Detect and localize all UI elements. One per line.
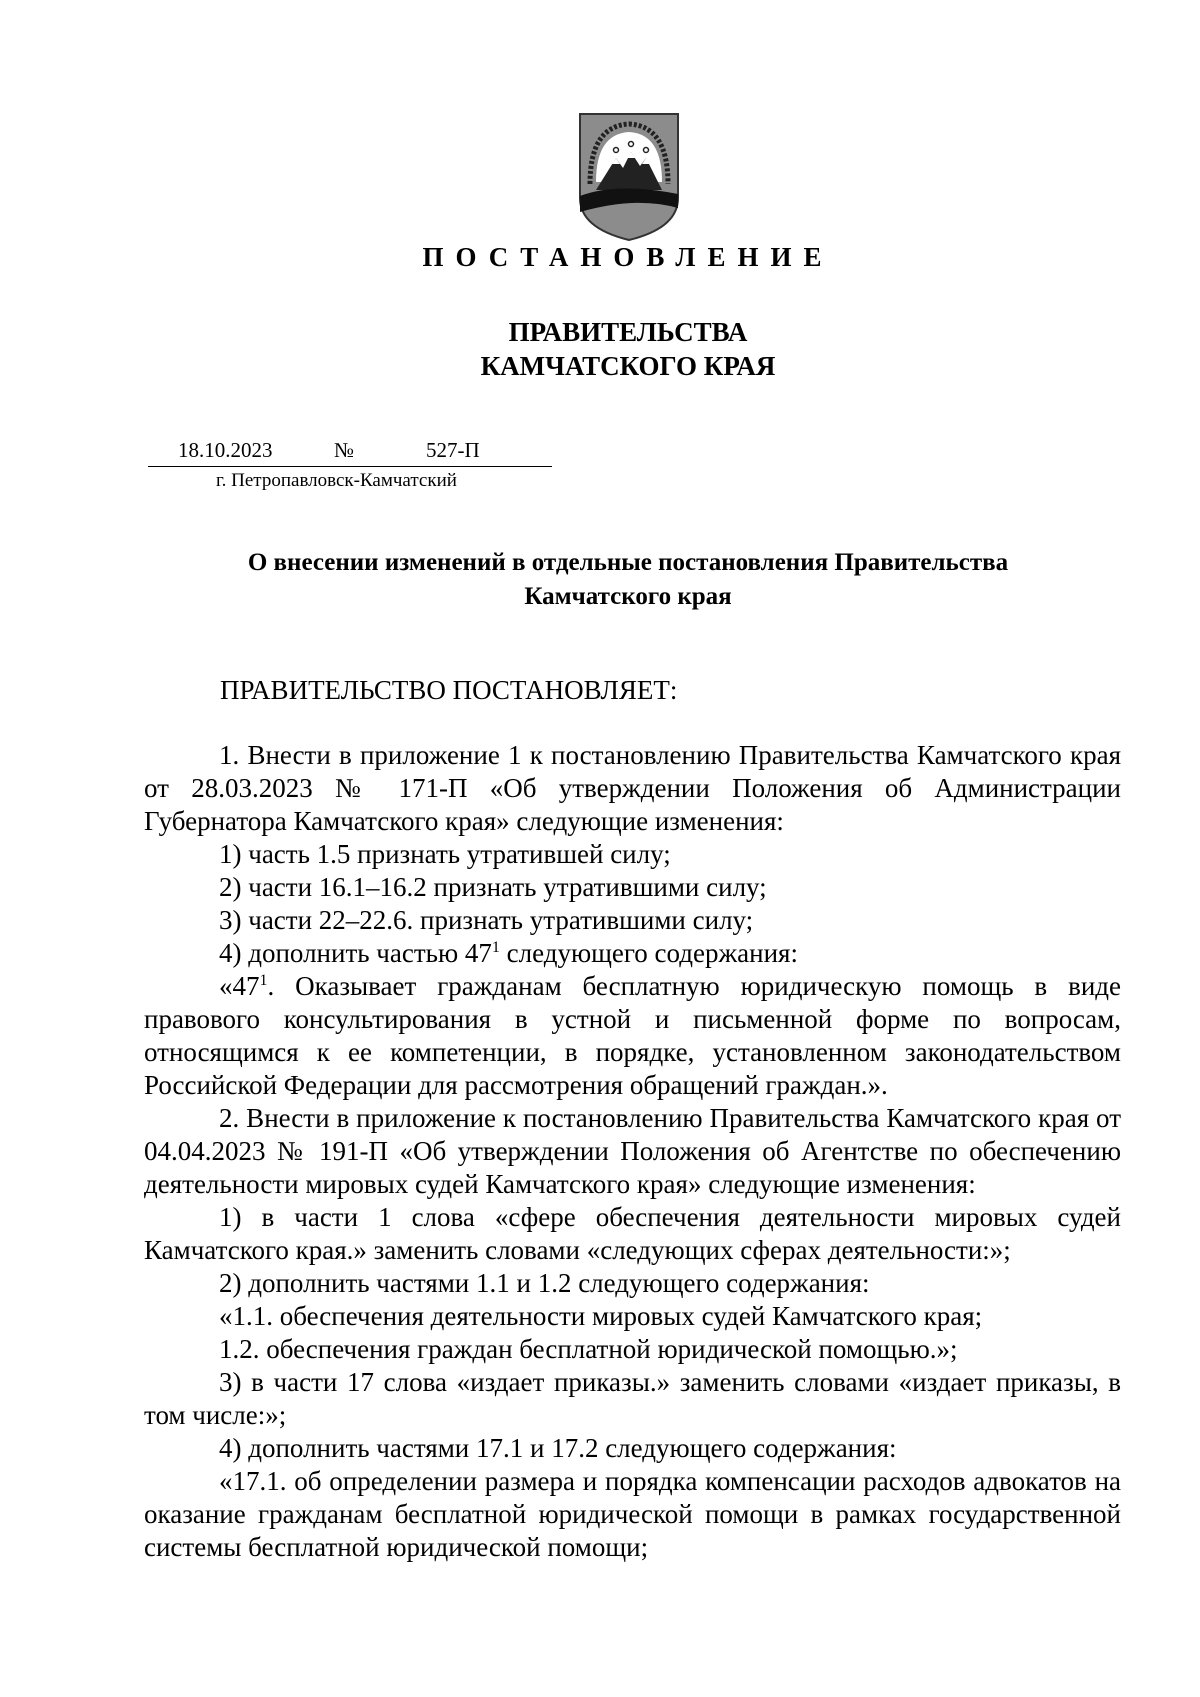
paragraph-sub-2-4: 4) дополнить частями 17.1 и 17.2 следующего содержания: [219, 1433, 897, 1463]
document-date: 18.10.2023 [178, 438, 273, 462]
paragraph-sub-2-3: 3) в части 17 слова «издает приказы.» заменить словами «издает приказы, в том числе:»; [144, 1367, 1121, 1430]
document-type-title: ПОСТАНОВЛЕНИЕ [422, 242, 834, 272]
paragraph-sub-3: 3) части 22–22.6. признать утратившими силу; [219, 905, 754, 935]
paragraph-quote-1-1: «1.1. обеспечения деятельности мировых судей Камчатского края; [219, 1301, 983, 1331]
paragraph-sub-4-text: 4) дополнить частью 47 [219, 938, 492, 968]
number-sign: № [334, 438, 355, 462]
subject-line-2: Камчатского края [524, 583, 732, 610]
city-label: г. Петропавловск-Камчатский [216, 470, 457, 491]
paragraph-sub-4 [144, 937, 1121, 970]
issuer-line-1: ПРАВИТЕЛЬСТВА [508, 317, 748, 347]
coat-of-arms-emblem [576, 112, 682, 242]
paragraph-sub-4-tail: следующего содержания: [499, 938, 798, 968]
paragraph-item-2: 2. Внести в приложение к постановлению Правительства Камчатского края от 04.04.2023 № 191-П «Об утверждении Положения об Агентстве по обеспечению деятельности мировых судей Камчатского края» следующие изменения: [144, 1103, 1121, 1199]
paragraph-sub-1: 1) часть 1.5 признать утратившей силу; [219, 839, 671, 869]
document-body [144, 739, 1121, 1564]
document-subject [0, 546, 1200, 614]
document-number: 527-П [426, 438, 480, 462]
quote-text: . Оказывает гражданам бесплатную юридическую помощь в виде правового консультирования в устной и письменной форме по вопросам, относящимся к ее компетенции, в порядке, установленном законодательством Российской Федерации для рассмотрения обращений граждан.». [144, 971, 1121, 1100]
paragraph-quote-17-1: «17.1. об определении размера и порядка компенсации расходов адвокатов на оказание гражданам бесплатной юридической помощи в рамках государственной системы бесплатной юридической помощи; [144, 1466, 1121, 1562]
superscript: 1 [491, 939, 500, 956]
paragraph-quote-47-1 [144, 970, 1121, 1102]
quote-start: «47 [219, 971, 260, 1001]
paragraph-sub-2-1: 1) в части 1 слова «сфере обеспечения деятельности мировых судей Камчатского края.» заменить словами «следующих сферах деятельности:»; [144, 1202, 1121, 1265]
subject-line-1: О внесении изменений в отдельные постановления Правительства [247, 549, 1009, 576]
date-number-line [148, 436, 552, 467]
paragraph-quote-1-2: 1.2. обеспечения граждан бесплатной юридической помощью.»; [219, 1334, 958, 1364]
issuer-line-2: КАМЧАТСКОГО КРАЯ [480, 351, 776, 381]
issuer-title [0, 315, 1200, 383]
paragraph-sub-2: 2) части 16.1–16.2 признать утратившими силу; [219, 872, 767, 902]
superscript: 1 [259, 972, 268, 989]
paragraph-sub-2-2: 2) дополнить частями 1.1 и 1.2 следующего содержания: [219, 1268, 870, 1298]
paragraph-item-1: 1. Внести в приложение 1 к постановлению Правительства Камчатского края от 28.03.2023 № 171-П «Об утверждении Положения об Администрации Губернатора Камчатского края» следующие изменения: [144, 740, 1121, 836]
decree-statement: ПРАВИТЕЛЬСТВО ПОСТАНОВЛЯЕТ: [220, 675, 678, 705]
